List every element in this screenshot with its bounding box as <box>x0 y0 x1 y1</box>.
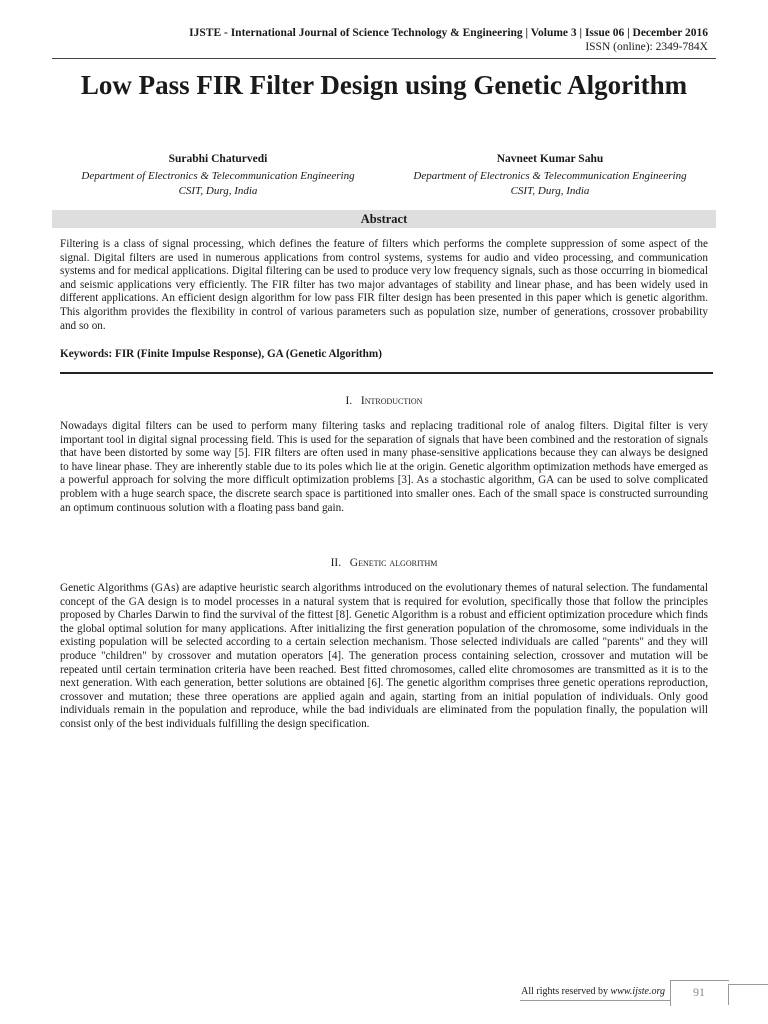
running-header <box>189 26 708 54</box>
page-number: 91 <box>693 985 705 999</box>
footer-rights <box>521 986 665 997</box>
genetic-algorithm-body: Genetic Algorithms (GAs) are adaptive heuristic search algorithms introduced on the evolutionary themes of natural selection. The fundamental concept of the GA design is to model processes in a natural system that is required for evolution, specifically those that follow the principles proposed by Charles Darwin to find the survival of the fittest [8]. Genetic Algorithm is a robust and efficient optimization procedure which finds the global optimal solution for many applications. After initializing the first generation population of the chromosome, some individuals in the existing population will be selected according to a certain selection mechanism. Those selected individuals are called "parents" and they will produce "children" by crossover and mutation operators [4]. The generation process containing selection, crossover and mutation will be repeated until certain termination criteria have been reached. Best fitted chromosomes, called elite chromosomes are transmitted as it is to the next generation. With each generation, better solutions are obtained [6]. The genetic algorithm comprises three genetic operations reproduction, crossover and mutation; these three operations are applied again and again, starting from an initial population of individuals. Only good individuals remain in the population and reproduce, while the bad individuals are eliminated from the population finally, the population will consist only of the best individuals fulfilling the design specification. <box>60 582 708 730</box>
rights-text: All rights reserved by <box>521 986 609 997</box>
section-number: II. <box>330 557 342 569</box>
section-number: I. <box>345 395 353 407</box>
author-department: Department of Electronics & Telecommunication Engineering <box>81 170 355 182</box>
keywords-line: Keywords: FIR (Finite Impulse Response), GA (Genetic Algorithm) <box>60 348 382 360</box>
section-title: Genetic algorithm <box>349 557 438 569</box>
section-heading-introduction <box>0 395 768 407</box>
section-title: Introduction <box>360 395 423 407</box>
author-department: Department of Electronics & Telecommunication Engineering <box>413 170 687 182</box>
footer-divider <box>520 1000 670 1001</box>
page-number-tab <box>728 984 768 1005</box>
abstract-body: Filtering is a class of signal processing, which defines the feature of filters which performs the complete suppression of some aspect of the signal. Digital filters are used in numerous applications from control systems, systems for audio and video processing, and communication systems and for medical applications. Digital filtering can be used to produce very low frequency signals, such as those occurring in biomedical and seismic applications very efficiently. The FIR filter has two major advantages of stability and linear phase, and has been widely used in different applications. An efficient design algorithm for low pass FIR filter design has been presented in this paper which is genetic algorithm. This algorithm provides the flexibility in control of various parameters such as population size, number of generations, crossover probability and so on. <box>60 238 708 332</box>
header-divider <box>52 58 716 59</box>
author-name: Surabhi Chaturvedi <box>168 153 268 165</box>
keywords-divider <box>60 372 713 374</box>
introduction-body: Nowadays digital filters can be used to perform many filtering tasks and replacing traditional role of analog filters. Digital filter is very important tool in digital signal processing field. This is used for the separation of signals that have been combined and the restoration of signals that have been distorted by some way [5]. FIR filters are often used in many phase-sensitive applications because they can always be designed to have linear phase. They are inherently stable due to its poles which lie at the origin. Genetic algorithm optimization methods have emerged as a powerful approach for solving the more difficult optimization problems [3]. As a stochastic algorithm, GA can be used to solve complicated problem with a huge search space, the discrete search space is partitioned into smaller ones. Each of the small space is constructed surrounding an optimum continuous solution with a floating pass band gain. <box>60 420 708 514</box>
section-heading-genetic-algorithm <box>0 557 768 569</box>
journal-url-link[interactable]: www.ijste.org <box>610 986 665 997</box>
author-institution: CSIT, Durg, India <box>178 185 258 197</box>
author-name: Navneet Kumar Sahu <box>496 153 604 165</box>
journal-line: IJSTE - International Journal of Science Technology & Engineering | Volume 3 | Issue 06 | December 2016 <box>189 27 708 39</box>
author-institution: CSIT, Durg, India <box>510 185 590 197</box>
issn-line: ISSN (online): 2349-784X <box>585 41 708 53</box>
abstract-heading: Abstract <box>52 210 716 228</box>
author-block-1 <box>53 152 383 199</box>
paper-title: Low Pass FIR Filter Design using Genetic Algorithm <box>80 70 688 100</box>
author-block-2 <box>385 152 715 199</box>
